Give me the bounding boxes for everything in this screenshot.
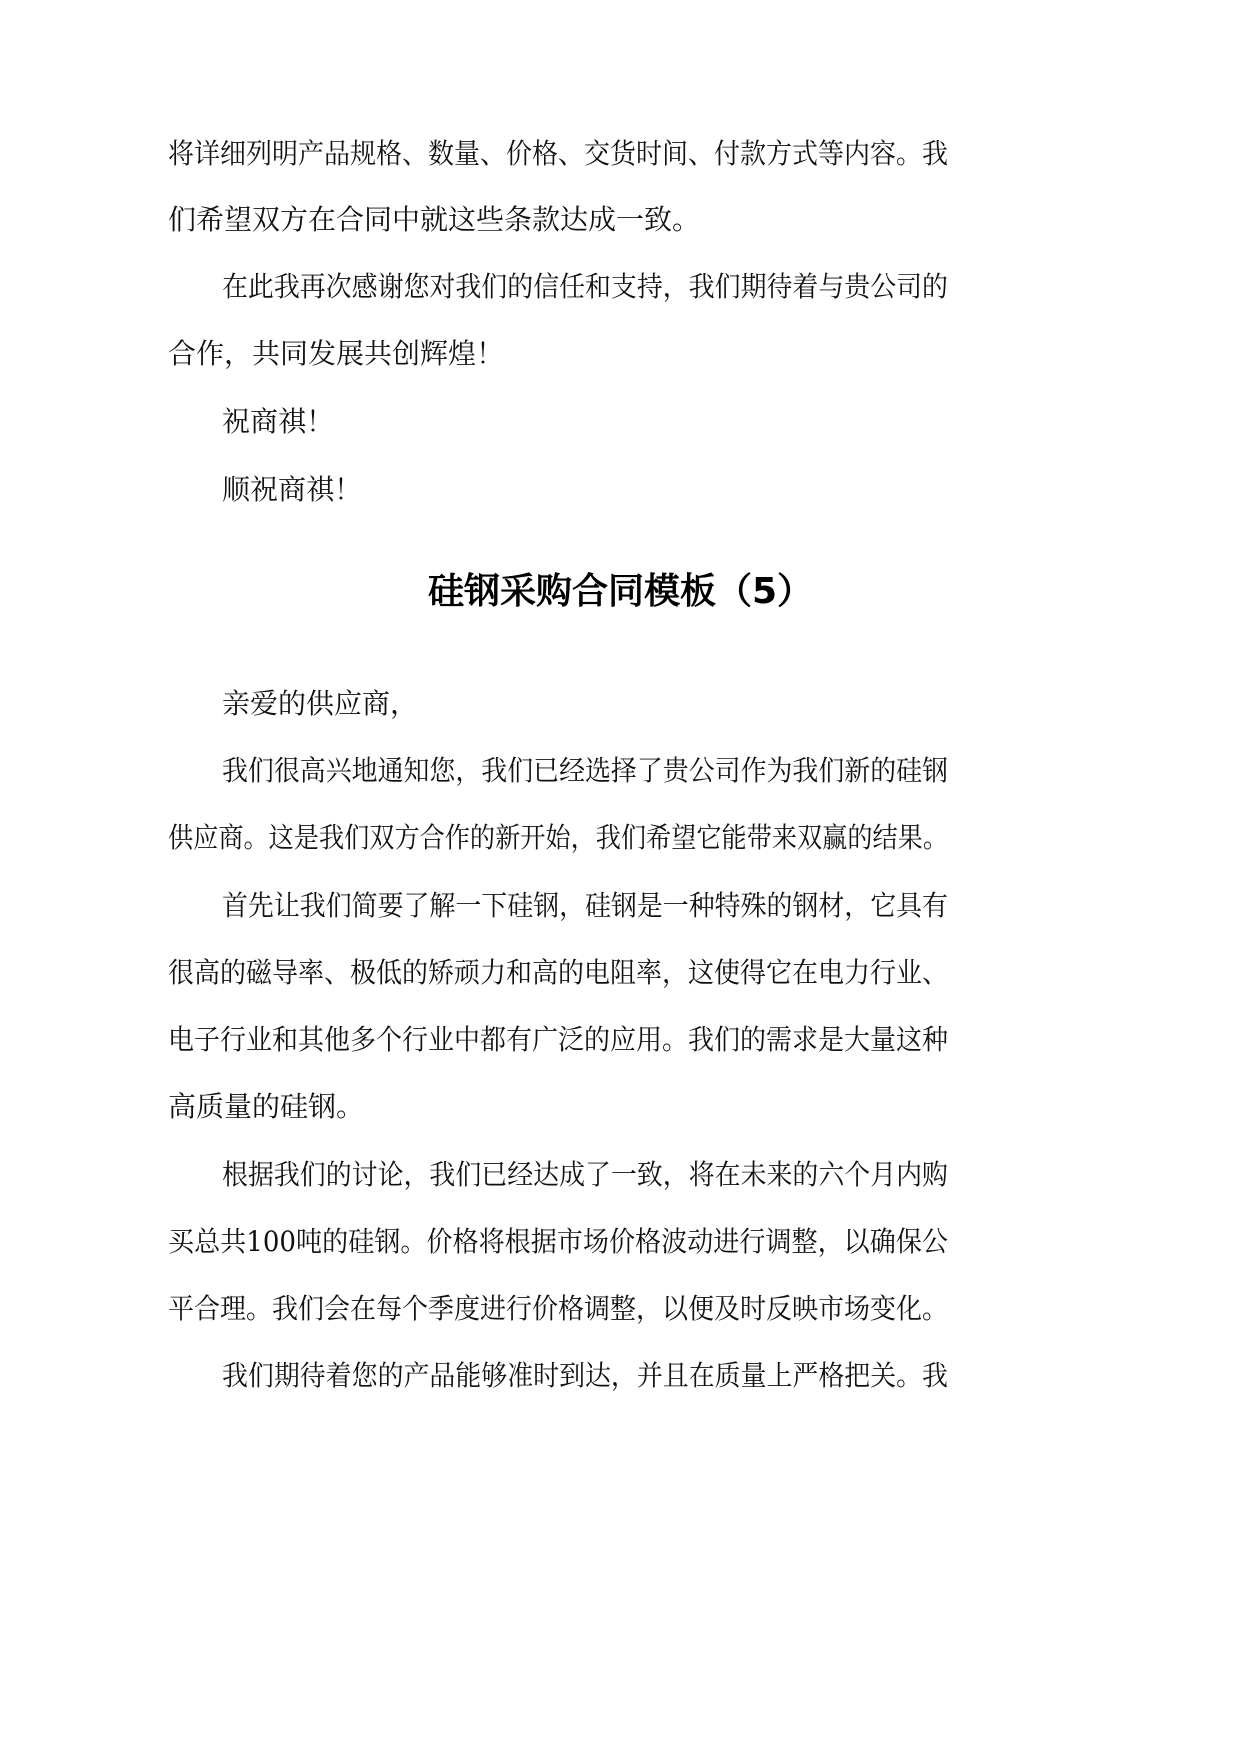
paragraph-line: 平合理。我们会在每个季度进行价格调整，以便及时反映市场变化。 (168, 1292, 948, 1325)
paragraph-line: 买总共100吨的硅钢。价格将根据市场价格波动进行调整，以确保公 (168, 1225, 948, 1258)
section-title: 硅钢采购合同模板（5） (427, 571, 814, 612)
paragraph-line: 首先让我们简要了解一下硅钢，硅钢是一种特殊的钢材，它具有 (222, 889, 948, 922)
closing-line: 祝商祺！ (222, 405, 335, 438)
paragraph-line: 在此我再次感谢您对我们的信任和支持，我们期待着与贵公司的 (222, 270, 948, 303)
paragraph-line: 很高的磁导率、极低的矫顽力和高的电阻率，这使得它在电力行业、 (168, 956, 948, 989)
salutation-line: 亲爱的供应商， (222, 687, 419, 720)
paragraph-line: 我们期待着您的产品能够准时到达，并且在质量上严格把关。我 (222, 1359, 948, 1392)
paragraph-line: 电子行业和其他多个行业中都有广泛的应用。我们的需求是大量这种 (168, 1023, 948, 1056)
paragraph-line: 合作，共同发展共创辉煌！ (168, 337, 505, 370)
closing-line: 顺祝商祺！ (222, 473, 363, 506)
paragraph-line: 高质量的硅钢。 (168, 1090, 365, 1123)
paragraph-line: 供应商。这是我们双方合作的新开始，我们希望它能带来双赢的结果。 (168, 821, 948, 854)
paragraph-line: 将详细列明产品规格、数量、价格、交货时间、付款方式等内容。我 (168, 137, 948, 170)
paragraph-line: 根据我们的讨论，我们已经达成了一致，将在未来的六个月内购 (222, 1158, 948, 1191)
paragraph-line: 我们很高兴地通知您，我们已经选择了贵公司作为我们新的硅钢 (222, 754, 948, 787)
paragraph-line: 们希望双方在合同中就这些条款达成一致。 (168, 203, 701, 236)
